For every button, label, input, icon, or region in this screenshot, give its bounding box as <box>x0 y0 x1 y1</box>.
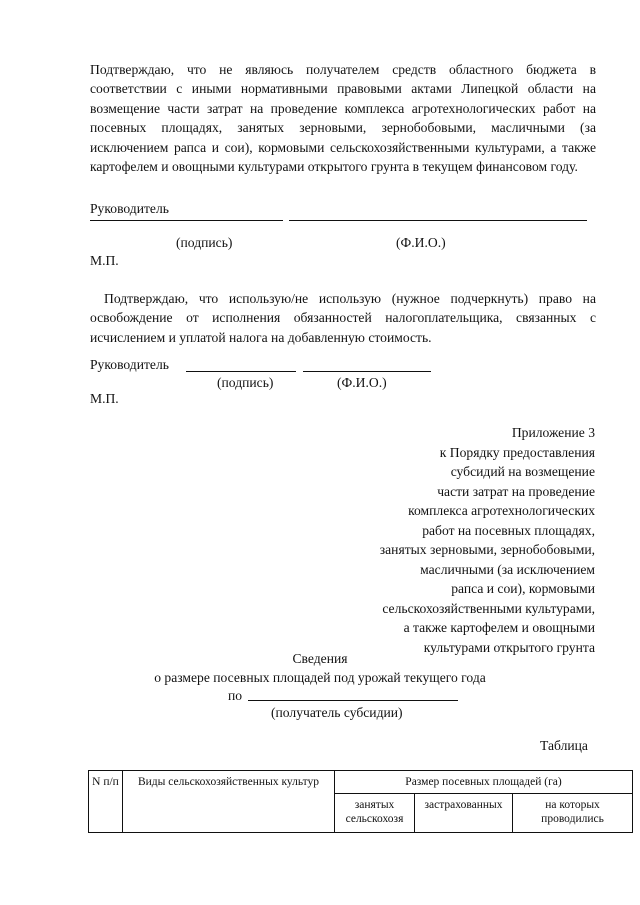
stamp-label-2: М.П. <box>90 391 119 406</box>
signature-head-label: Руководитель <box>90 201 169 216</box>
appendix-line: культурами открытого грунта <box>423 639 595 655</box>
appendix-line: комплекса агротехнологических <box>408 503 595 518</box>
subheader-conducted: на которых проводились <box>513 794 633 833</box>
appendix-line: сельскохозяйственными культурами, <box>382 600 595 616</box>
appendix-line: субсидий на возмещение <box>450 464 595 479</box>
appendix-line: а также картофелем и овощными <box>403 620 595 635</box>
signature-head-label-2: Руководитель <box>90 357 169 372</box>
appendix-line: масличными (за исключением <box>420 561 595 577</box>
header-number: N п/п <box>89 771 123 833</box>
confirmation-paragraph-vat: Подтверждаю, что использую/не использую (нужное подчеркнуть) право на освобождение от исполнения обязанностей налогоплательщика, связанных с исчислением и уплатой налога на добавленную стоимость. <box>90 291 596 345</box>
signature-caption: (подпись) <box>176 235 233 250</box>
appendix-line: части затрат на проведение <box>437 483 595 499</box>
recipient-prefix: по <box>228 688 243 703</box>
signature-caption-2: (подпись) <box>217 375 274 390</box>
recipient-caption: (получатель субсидии) <box>271 705 403 720</box>
recipient-line <box>248 700 458 701</box>
signature-line <box>90 220 283 221</box>
table-label: Таблица <box>540 738 588 753</box>
appendix-line: работ на посевных площадях, <box>422 522 595 538</box>
confirmation-paragraph-budget: Подтверждаю, что не являюсь получателем средств областного бюджета в соответствии с иными нормативными правовыми актами Липецкой области на возмещение части затрат на проведение комплекса агротехнологических работ на посевных площадях, занятых зерновыми, зернобобовыми, масличными (за исключением рапса и сои), кормовыми сельскохозяйственными культурами, а также картофелем и овощными культурами открытого грунта в текущем финансовом году. <box>90 62 596 175</box>
appendix-line: рапса и сои), кормовыми <box>451 581 595 596</box>
fio-line-2 <box>303 371 431 372</box>
appendix-line: занятых зерновыми, зернобобовыми, <box>379 542 595 557</box>
fio-caption: (Ф.И.О.) <box>396 235 446 250</box>
fio-caption-2: (Ф.И.О.) <box>337 375 387 390</box>
appendix-line: Приложение 3 <box>511 425 595 440</box>
fio-line <box>289 220 587 221</box>
subheader-occupied: занятых сельскохозя <box>335 794 415 833</box>
document-title: Сведения <box>292 651 348 666</box>
appendix-header <box>275 423 595 657</box>
sown-area-table <box>88 770 633 833</box>
subheader-insured: застрахованных <box>415 794 513 833</box>
header-area: Размер посевных площадей (га) <box>335 771 633 794</box>
document-subtitle: о размере посевных площадей под урожай текущего года <box>154 670 486 685</box>
header-crops: Виды сельскохозяйственных культур <box>123 771 335 833</box>
stamp-label: М.П. <box>90 253 119 268</box>
appendix-line: к Порядку предоставления <box>439 444 595 460</box>
table-header-row <box>89 771 633 794</box>
signature-line-2 <box>186 371 296 372</box>
